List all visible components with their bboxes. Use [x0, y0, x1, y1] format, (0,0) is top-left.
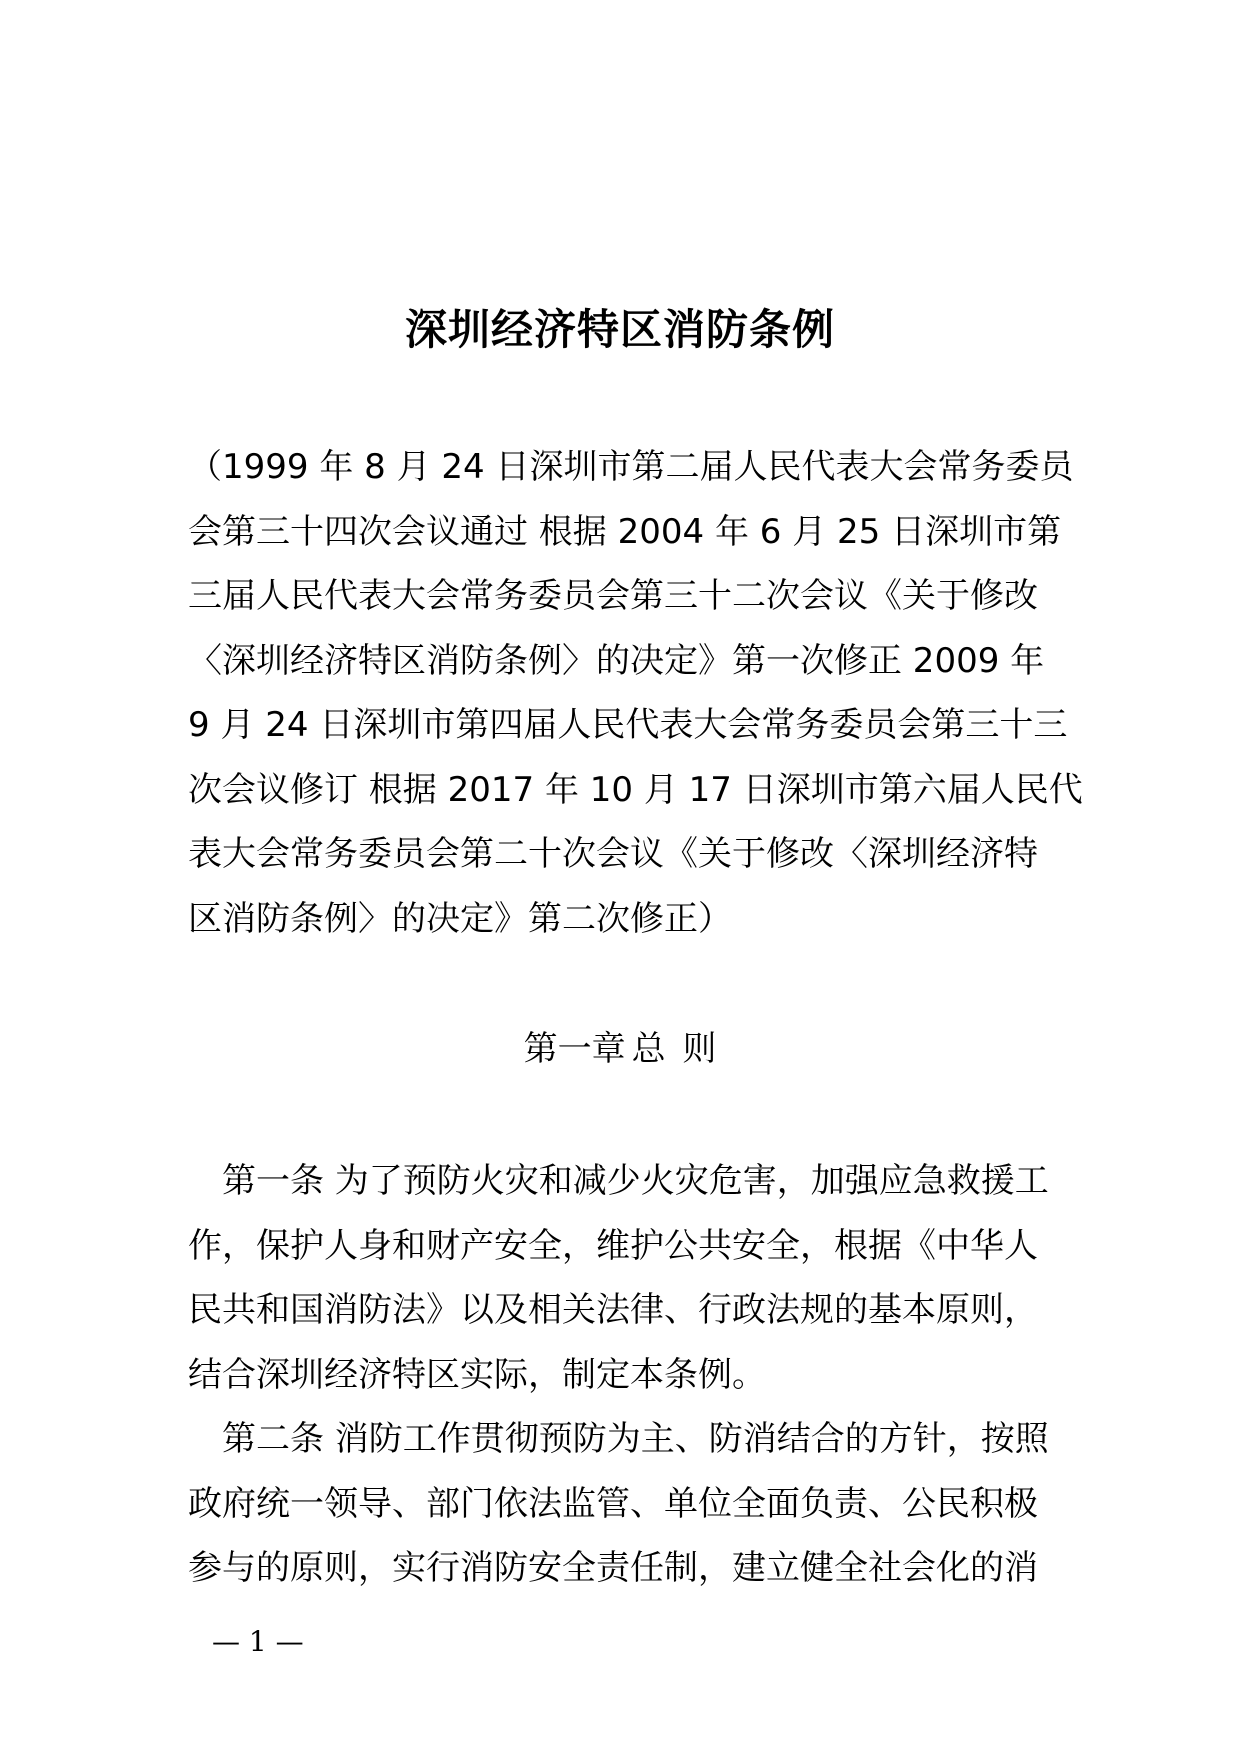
history-line: 〈深圳经济特区消防条例〉的决定》第一次修正 2009 年	[188, 640, 1045, 681]
article-line: 结合深圳经济特区实际，制定本条例。	[188, 1354, 766, 1395]
article-line: 第一条 为了预防火灾和减少火灾危害，加强应急救援工	[188, 1161, 1049, 1201]
revision-history	[188, 435, 1083, 951]
document-title: 深圳经济特区消防条例	[404, 305, 835, 354]
article-line: 政府统一领导、部门依法监管、单位全面负责、公民积极	[188, 1483, 1038, 1524]
chapter-label: 第一章	[523, 1029, 626, 1069]
article-2	[188, 1407, 1058, 1601]
chapter-heading	[0, 1017, 1240, 1081]
history-line: 表大会常务委员会第二十次会议《关于修改〈深圳经济特	[188, 834, 1038, 874]
history-line: 次会议修订 根据 2017 年 10 月 17 日深圳市第六届人民代	[188, 769, 1083, 810]
history-line: （1999 年 8 月 24 日深圳市第二届人民代表大会常务委员	[188, 447, 1074, 487]
article-1	[188, 1149, 1058, 1407]
chapter-word: 总	[631, 1029, 666, 1069]
article-line: 参与的原则，实行消防安全责任制，建立健全社会化的消	[188, 1548, 1038, 1588]
history-line: 三届人民代表大会常务委员会第三十二次会议《关于修改	[188, 576, 1038, 616]
article-line: 第二条 消防工作贯彻预防为主、防消结合的方针，按照	[188, 1419, 1049, 1459]
article-line: 作，保护人身和财产安全，维护公共安全，根据《中华人	[188, 1225, 1038, 1266]
history-line: 区消防条例〉的决定》第二次修正）	[188, 898, 732, 939]
history-line: 会第三十四次会议通过 根据 2004 年 6 月 25 日深圳市第	[188, 511, 1062, 552]
article-line: 民共和国消防法》以及相关法律、行政法规的基本原则，	[188, 1290, 1038, 1330]
history-line: 9 月 24 日深圳市第四届人民代表大会常务委员会第三十三	[188, 705, 1068, 745]
page-number: — 1 —	[212, 1625, 304, 1658]
chapter-word: 则	[682, 1029, 717, 1069]
